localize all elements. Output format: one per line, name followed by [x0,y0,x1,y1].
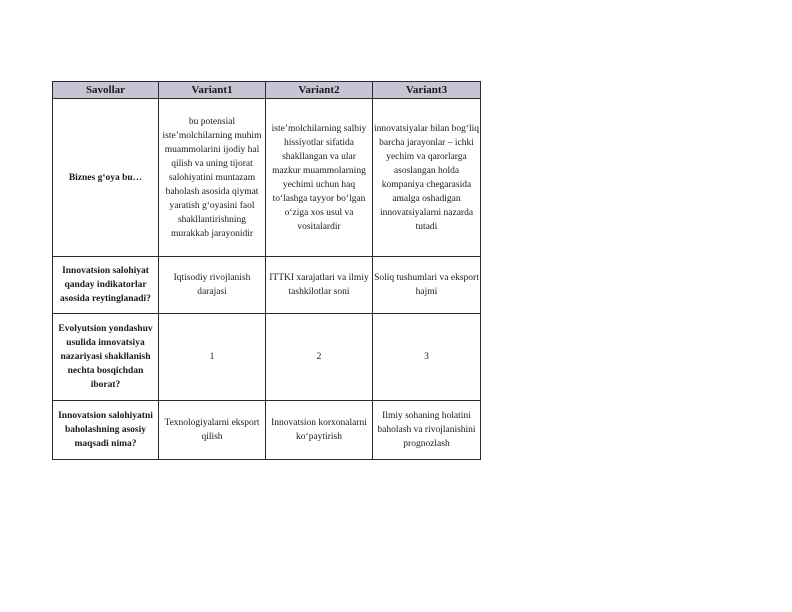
header-savollar: Savollar [53,82,159,99]
table-row [53,257,481,314]
question-cell: Biznes g‘oya bu… [53,99,159,257]
variant2-cell: ITTKI xarajatlari va ilmiy tashkilotlar soni [266,257,373,314]
variant1-cell: Texnologiyalarni eksport qilish [159,401,266,460]
questions-table [52,81,481,460]
variant3-cell: 3 [373,314,481,401]
question-cell: Innovatsion salohiyat qanday indikatorlar asosida reytinglanadi? [53,257,159,314]
table-row [53,99,481,257]
variant3-cell: Soliq tushumlari va eksport hajmi [373,257,481,314]
variant3-cell: innovatsiyalar bilan bog‘liq barcha jarayonlar – ichki yechim va qarorlarga asoslangan holda kompaniya chegarasida amalga oshadigan innovatsiyalarni nazarda tutadi [373,99,481,257]
question-cell: Innovatsion salohiyatni baholashning asosiy maqsadi nima? [53,401,159,460]
variant2-cell: 2 [266,314,373,401]
header-variant1: Variant1 [159,82,266,99]
variant2-cell: iste’molchilarning salbiy hissiyotlar sifatida shakllangan va ular mazkur muammolarning yechimi uchun haq to‘lashga tayyor bo‘lgan o‘ziga xos usul va vositalardir [266,99,373,257]
table-row [53,314,481,401]
variant1-cell: Iqtisodiy rivojlanish darajasi [159,257,266,314]
header-variant2: Variant2 [266,82,373,99]
variant1-cell: 1 [159,314,266,401]
table-row [53,401,481,460]
variant2-cell: Innovatsion korxonalarni ko‘paytirish [266,401,373,460]
variant3-cell: Ilmiy sohaning holatini baholash va rivojlanishini prognozlash [373,401,481,460]
question-cell: Evolyutsion yondashuv usulida innovatsiya nazariyasi shakllanish nechta bosqichdan iborat? [53,314,159,401]
header-variant3: Variant3 [373,82,481,99]
table-header-row [53,82,481,99]
variant1-cell: bu potensial iste’molchilarning muhim muammolarini ijodiy hal qilish va uning tijorat salohiyatini muntazam baholash asosida qiymat yaratish g‘oyasini faol shakllantirishning murakkab jarayonidir [159,99,266,257]
